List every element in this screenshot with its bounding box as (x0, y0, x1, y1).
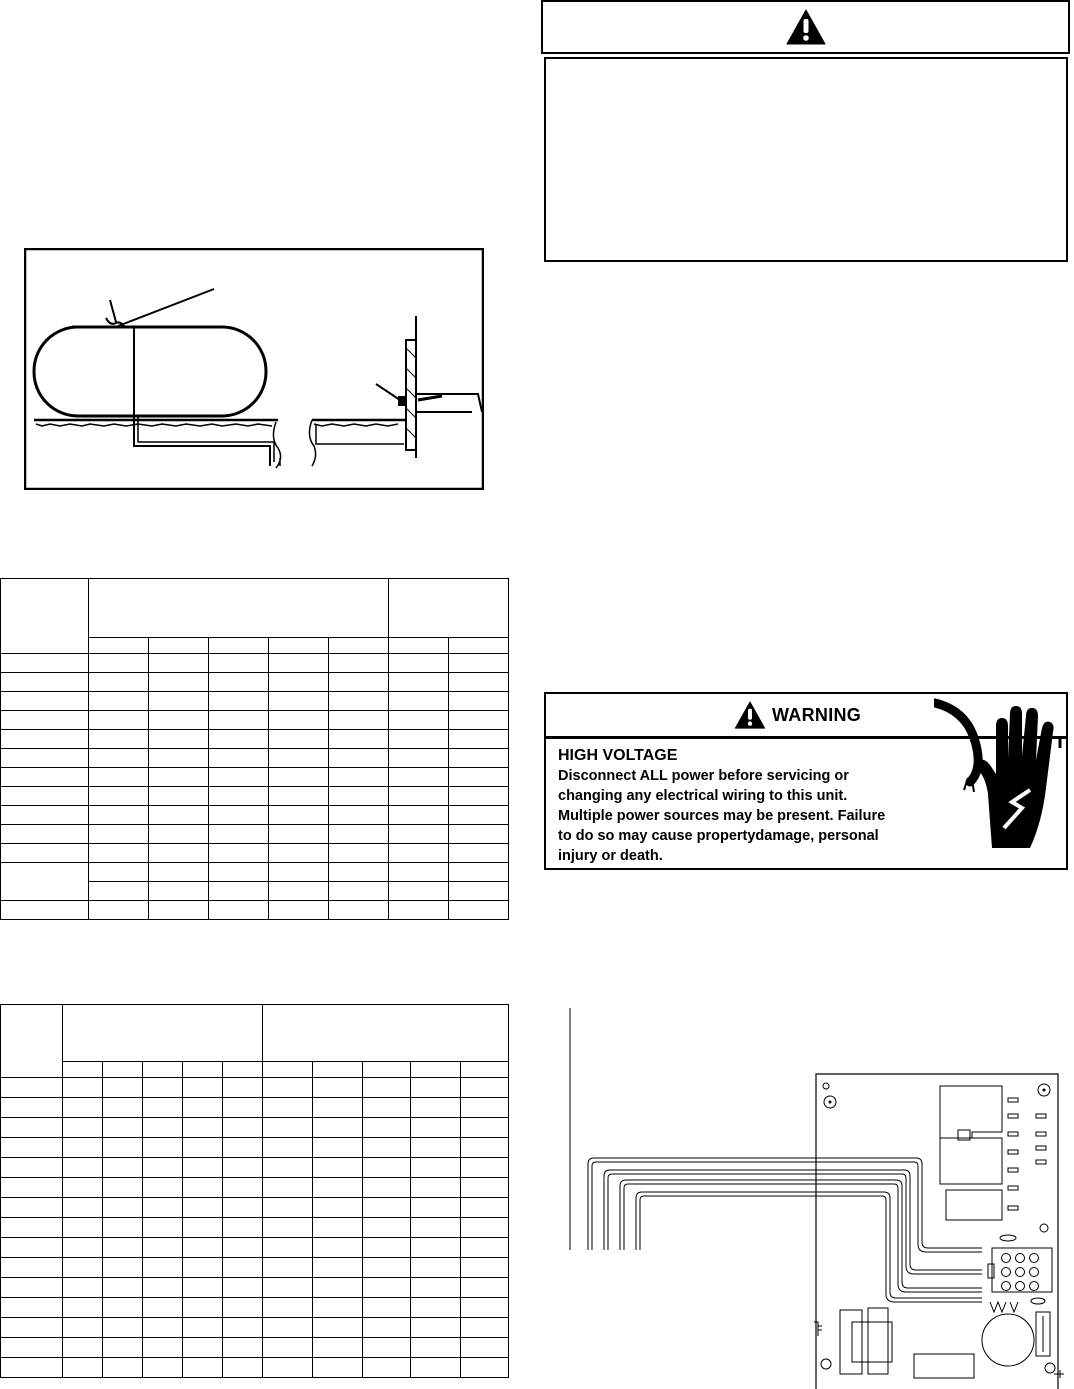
table-1 (0, 578, 509, 920)
table-row (1, 1198, 509, 1218)
warning-line-4: to do so may cause propertydamage, personal (558, 828, 879, 844)
table-row (1, 692, 509, 711)
table-row (1, 730, 509, 749)
table-row (1, 768, 509, 787)
table-subheader-cell (329, 638, 389, 654)
table-subheader-cell (103, 1062, 143, 1078)
table-row (1, 1318, 509, 1338)
caution-body (544, 57, 1068, 262)
table-header-cell (89, 579, 389, 638)
table-row (1, 1278, 509, 1298)
control-board-diagram (562, 1004, 1072, 1389)
table-row (1, 711, 509, 730)
table-header-cell (1, 579, 89, 654)
table-row (1, 1338, 509, 1358)
table-subheader-cell (363, 1062, 411, 1078)
table-subheader-cell (269, 638, 329, 654)
table-subheader-cell (63, 1062, 103, 1078)
warning-line-2: changing any electrical wiring to this unit. (558, 788, 848, 804)
table-subheader-cell (183, 1062, 223, 1078)
table-subheader-cell (313, 1062, 363, 1078)
table-subheader-cell (149, 638, 209, 654)
table-subheader-cell (209, 638, 269, 654)
table-row (1, 1118, 509, 1138)
table-row (1, 1138, 509, 1158)
table-row (1, 654, 509, 673)
exclamation-triangle-icon (786, 9, 826, 45)
table-header-cell (389, 579, 509, 638)
table-header-cell (263, 1005, 509, 1062)
warning-text (558, 746, 978, 866)
caution-box (541, 0, 1072, 262)
table-subheader-cell (449, 638, 509, 654)
exclamation-triangle-icon (734, 701, 766, 729)
table-subheader-cell (263, 1062, 313, 1078)
caution-header (541, 0, 1070, 54)
table-row (1, 863, 509, 882)
electric-shock-hand-icon (934, 698, 1062, 858)
table-row (1, 1238, 509, 1258)
table-header-cell (1, 1005, 63, 1078)
warning-line-1: Disconnect ALL power before servicing or (558, 768, 849, 784)
table-row (1, 1158, 509, 1178)
table-row (1, 1078, 509, 1098)
table-row (1, 1298, 509, 1318)
warning-heading: WARNING (772, 704, 862, 725)
table-subheader-cell (461, 1062, 509, 1078)
table-row (1, 673, 509, 692)
warning-hazard: HIGH VOLTAGE (558, 747, 678, 764)
table-subheader-cell (389, 638, 449, 654)
warning-line-3: Multiple power sources may be present. Failure (558, 808, 886, 824)
table-row (1, 787, 509, 806)
table-row (1, 825, 509, 844)
lp-tank-diagram (24, 248, 484, 490)
table-row (1, 1218, 509, 1238)
high-voltage-warning-label (544, 692, 1068, 870)
table-row (1, 749, 509, 768)
warning-line-5: injury or death. (558, 848, 663, 864)
table-subheader-cell (223, 1062, 263, 1078)
table-row (1, 1098, 509, 1118)
table-row (1, 1358, 509, 1378)
table-row (1, 844, 509, 863)
table-subheader-cell (89, 638, 149, 654)
table-row (1, 806, 509, 825)
table-row (1, 901, 509, 920)
table-subheader-cell (411, 1062, 461, 1078)
table-row (1, 1178, 509, 1198)
table-subheader-cell (143, 1062, 183, 1078)
table-header-cell (63, 1005, 263, 1062)
table-2 (0, 1004, 509, 1378)
table-row (1, 1258, 509, 1278)
